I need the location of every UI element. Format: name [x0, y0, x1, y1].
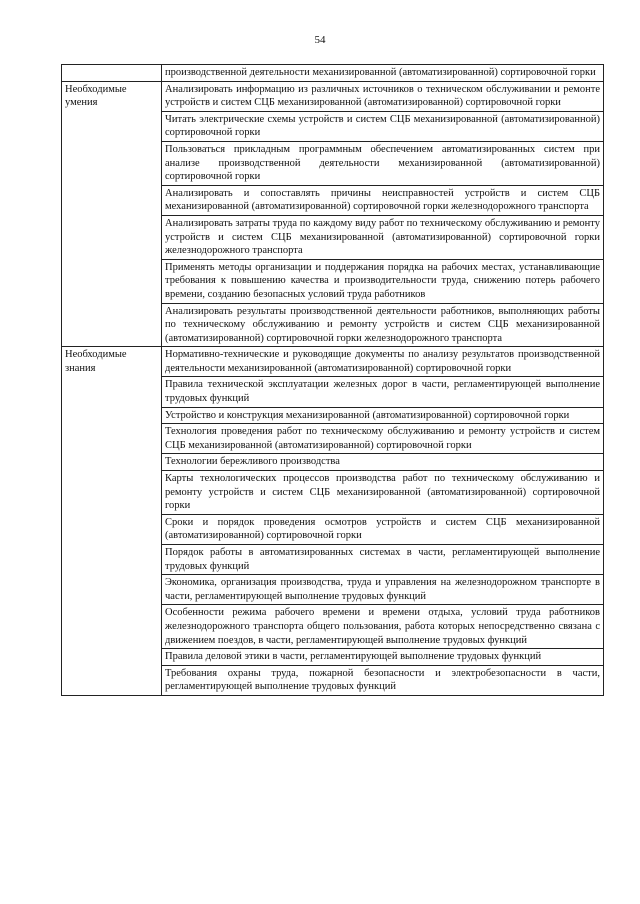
table-cell: Сроки и порядок проведения осмотров устройств и систем СЦБ механизированной (автоматизированной) сортировочной горки [162, 514, 604, 544]
table-row [62, 81, 604, 111]
table-cell: Технологии бережливого производства [162, 454, 604, 471]
table-cell: Анализировать информацию из различных источников о техническом обслуживании и ремонте устройств и систем СЦБ механизированной (автоматизированной) сортировочной горки [162, 81, 604, 111]
table-cell: Особенности режима рабочего времени и времени отдыха, условий труда работников железнодорожного транспорта общего пользования, работа которых непосредственно связана с движением поездов, в части, регламентирующей выполнение трудовых функций [162, 605, 604, 649]
table-cell: Экономика, организация производства, труда и управления на железнодорожном транспорте в части, регламентирующей выполнение трудовых функций [162, 575, 604, 605]
requirements-table [61, 64, 604, 696]
table-cell: производственной деятельности механизированной (автоматизированной) сортировочной горки [162, 65, 604, 82]
table-cell: Требования охраны труда, пожарной безопасности и электробезопасности в части, регламентирующей выполнение трудовых функций [162, 665, 604, 695]
table-cell: Анализировать результаты производственной деятельности работников, выполняющих работы по техническому обслуживанию и ремонту устройств и систем СЦБ механизированной (автоматизированной) сортировочной горки железнодорожного транспорта [162, 303, 604, 347]
table-cell: Пользоваться прикладным программным обеспечением автоматизированных систем при анализе производственной деятельности механизированной (автоматизированной) сортировочной горки [162, 141, 604, 185]
table-cell: Нормативно-технические и руководящие документы по анализу результатов производственной деятельности механизированной (автоматизированной) сортировочной горки [162, 347, 604, 377]
table-cell: Анализировать и сопоставлять причины неисправностей устройств и систем СЦБ механизированной (автоматизированной) сортировочной горки железнодорожного транспорта [162, 185, 604, 215]
table-row [62, 65, 604, 82]
row-label-empty [62, 65, 162, 82]
section-label-knowledge: Необходимые знания [62, 347, 162, 696]
table-cell: Читать электрические схемы устройств и систем СЦБ механизированной (автоматизированной) сортировочной горки [162, 111, 604, 141]
table-cell: Анализировать затраты труда по каждому виду работ по техническому обслуживанию и ремонту устройств и систем СЦБ механизированной (автоматизированной) сортировочной горки железнодорожного транспорта [162, 215, 604, 259]
table-cell: Порядок работы в автоматизированных системах в части, регламентирующей выполнение трудовых функций [162, 545, 604, 575]
table-cell: Правила деловой этики в части, регламентирующей выполнение трудовых функций [162, 649, 604, 666]
section-label-skills: Необходимые умения [62, 81, 162, 347]
table-cell: Технология проведения работ по техническому обслуживанию и ремонту устройств и систем СЦБ механизированной (автоматизированной) сортировочной горки [162, 424, 604, 454]
table-row [62, 347, 604, 377]
table-cell: Карты технологических процессов производства работ по техническому обслуживанию и ремонту устройств и систем СЦБ механизированной (автоматизированной) сортировочной горки [162, 471, 604, 515]
table-cell: Применять методы организации и поддержания порядка на рабочих местах, устанавливающие требования к повышению качества и производительности труда, снижению потерь рабочего времени, созданию безопасных условий труда работников [162, 259, 604, 303]
table-cell: Правила технической эксплуатации железных дорог в части, регламентирующей выполнение трудовых функций [162, 377, 604, 407]
table-cell: Устройство и конструкция механизированной (автоматизированной) сортировочной горки [162, 407, 604, 424]
page-number: 54 [314, 34, 326, 46]
